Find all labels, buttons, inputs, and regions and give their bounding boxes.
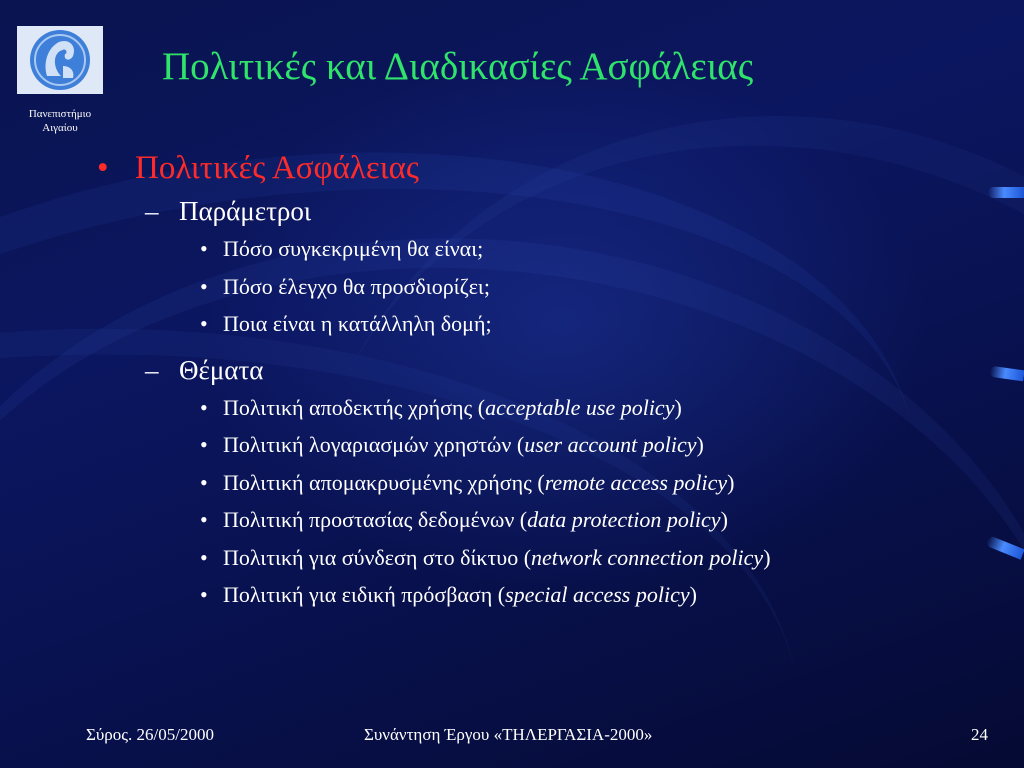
logo-caption-line2: Αιγαίου — [42, 122, 78, 134]
list-item — [200, 545, 771, 583]
list-item-text — [223, 432, 704, 458]
heading-bullet — [97, 150, 771, 196]
closing-paren: ) — [727, 469, 735, 495]
dash-icon: – — [145, 196, 159, 226]
policy-term: user account policy — [524, 432, 697, 457]
policy-name: Πολιτική λογαριασμών χρηστών ( — [223, 432, 525, 457]
bullet-icon: • — [97, 150, 109, 186]
list-item — [200, 395, 771, 433]
list-item — [200, 582, 771, 620]
bullet-icon: • — [200, 311, 208, 336]
list-item — [200, 236, 771, 274]
closing-paren: ) — [674, 394, 682, 420]
list-item — [200, 311, 771, 349]
dash-icon: – — [145, 354, 159, 385]
list-item-text — [223, 395, 682, 421]
logo-caption — [12, 107, 108, 135]
policy-name: Πολιτική προστασίας δεδομένων ( — [223, 507, 528, 532]
closing-paren: ) — [689, 582, 697, 607]
bullet-icon: • — [200, 273, 208, 299]
page-number: 24 — [971, 725, 988, 744]
bullet-icon: • — [200, 582, 208, 607]
bullet-icon: • — [200, 507, 208, 532]
list-item-text — [223, 545, 771, 571]
section-topics — [145, 355, 771, 395]
list-item — [200, 432, 771, 470]
decorative-tick — [985, 535, 1024, 559]
list-item — [200, 507, 771, 545]
closing-paren: ) — [720, 507, 728, 532]
list-item-text — [223, 507, 728, 533]
closing-paren: ) — [763, 544, 771, 570]
list-item-text: Πόσο συγκεκριμένη θα είναι; — [223, 236, 484, 261]
policy-name: Πολιτική για ειδική πρόσβαση ( — [223, 582, 506, 607]
policy-name: Πολιτική αποδεκτής χρήσης ( — [223, 394, 486, 420]
heading-text: Πολιτικές Ασφάλειας — [135, 150, 419, 186]
policy-name: Πολιτική για σύνδεση στο δίκτυο ( — [223, 544, 532, 570]
slide-body — [97, 150, 771, 620]
decorative-tick — [988, 187, 1024, 198]
policy-name: Πολιτική απομακρυσμένης χρήσης ( — [223, 469, 545, 495]
slide-title: Πολιτικές και Διαδικασίες Ασφάλειας — [162, 45, 754, 88]
policy-term: special access policy — [505, 582, 690, 607]
section-label: Θέματα — [179, 354, 264, 385]
policy-term: network connection policy — [531, 544, 764, 570]
bullet-icon: • — [200, 394, 208, 420]
bullet-icon: • — [200, 236, 208, 261]
list-item-text — [223, 470, 734, 496]
list-item — [200, 274, 771, 312]
decorative-tick — [989, 366, 1024, 382]
section-label: Παράμετροι — [179, 196, 312, 226]
bullet-icon: • — [200, 544, 208, 570]
list-item-text — [223, 582, 697, 608]
bullet-icon: • — [200, 469, 208, 495]
logo-caption-line1: Πανεπιστήμιο — [28, 108, 92, 120]
list-item-text: Ποια είναι η κατάλληλη δομή; — [223, 311, 492, 336]
university-logo — [17, 26, 103, 94]
list-item-text: Πόσο έλεγχο θα προσδιορίζει; — [223, 273, 490, 299]
policy-term: acceptable use policy — [485, 394, 675, 420]
list-item — [200, 470, 771, 508]
closing-paren: ) — [696, 432, 704, 457]
footer-meeting-title: Συνάντηση Έργου «ΤΗΛΕΡΓΑΣΙΑ-2000» — [364, 725, 653, 744]
policy-term: remote access policy — [544, 469, 728, 495]
bullet-icon: • — [200, 432, 208, 457]
policy-term: data protection policy — [527, 507, 721, 532]
section-parameters — [145, 196, 771, 236]
footer-location-date: Σύρος. 26/05/2000 — [86, 725, 214, 744]
